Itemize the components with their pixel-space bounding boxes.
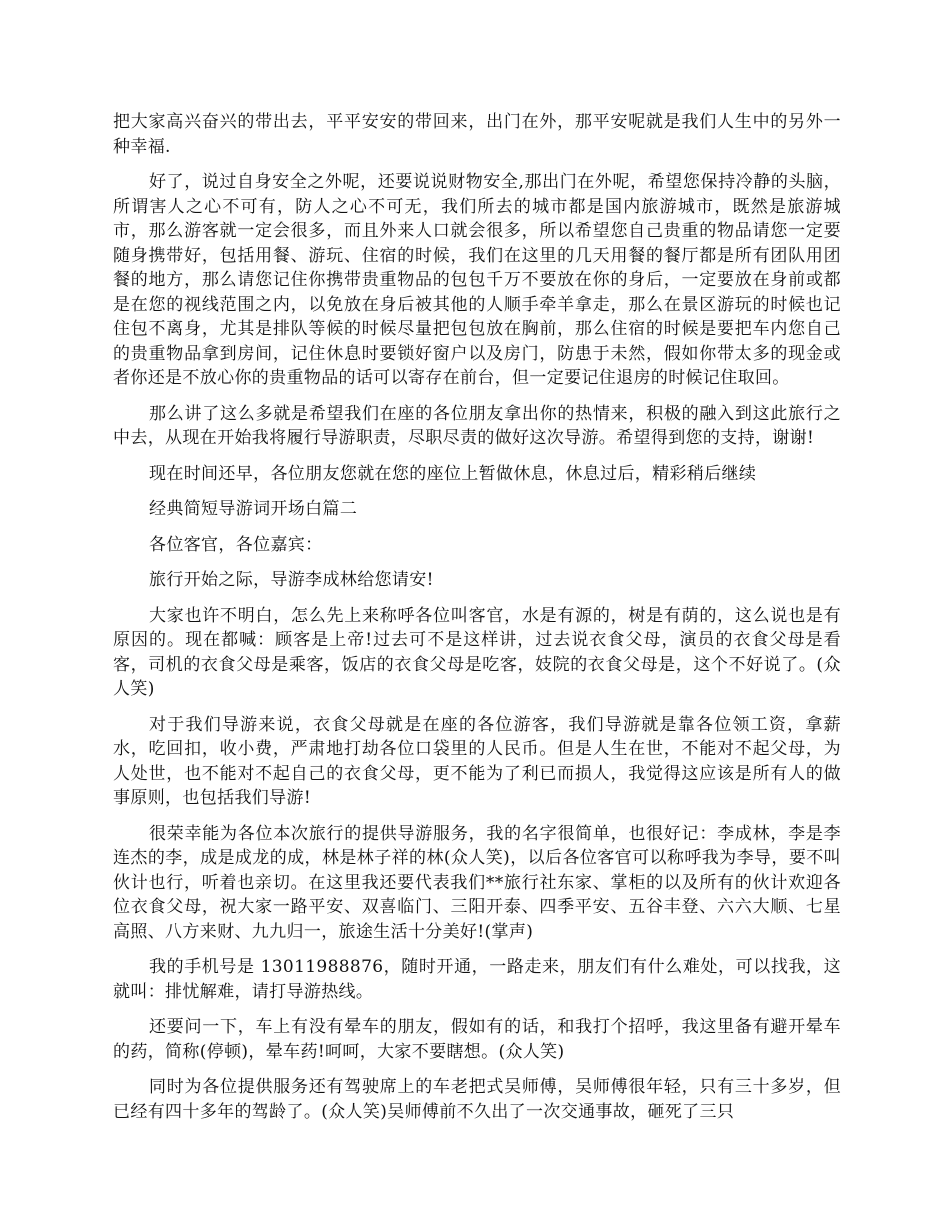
paragraph: 好了，说过自身安全之外呢，还要说说财物安全,那出门在外呢，希望您保持冷静的头脑，所谓害人之心不可有，防人之心不可无，我们所去的城市都是国内旅游城市，既然是旅游城市，那么游客就一定会很多，而且外来人口就会很多，所以希望您自己贵重的物品请您一定要随身携带好，包括用餐、游玩、住宿的时候，我们在这里的几天用餐的餐厅都是所有团队用团餐的地方，那么请您记住你携带贵重物品的包包千万不要放在你的身后，一定要放在身前或都是在您的视线范围之内，以免放在身后被其他的人顺手牵羊拿走，那么在景区游玩的时候也记住包不离身，尤其是排队等候的时候尽量把包包放在胸前，那么住宿的时候是要把车内您自己的贵重物品拿到房间，记住休息时要锁好窗户以及房门，防患于未然，假如你带太多的现金或者你还是不放心你的贵重物品的话可以寄存在前台，但一定要记住退房的时候记住取回。 xyxy=(113,172,841,388)
paragraph: 现在时间还早，各位朋友您就在您的座位上暂做休息，休息过后，精彩稍后继续 xyxy=(149,463,757,484)
paragraph: 那么讲了这么多就是希望我们在座的各位朋友拿出你的热情来，积极的融入到这此旅行之中去，从现在开始我将履行导游职责，尽职尽责的做好这次导游。希望得到您的支持，谢谢! xyxy=(113,403,841,448)
paragraph: 还要问一下，车上有没有晕车的朋友，假如有的话，和我打个招呼，我这里备有避开晕车的药，简称(停顿)，晕车药!呵呵，大家不要瞎想。(众人笑) xyxy=(113,1017,841,1062)
paragraph: 对于我们导游来说，衣食父母就是在座的各位游客，我们导游就是靠各位领工资，拿薪水，吃回扣，收小费，严肃地打劫各位口袋里的人民币。但是人生在世，不能对不起父母，为人处世，也不能对不起自己的衣食父母，更不能为了利已而损人，我觉得这应该是所有人的做事原则，也包括我们导游! xyxy=(113,714,841,808)
paragraph: 各位客官，各位嘉宾： xyxy=(149,534,323,555)
document-body xyxy=(113,110,841,1135)
paragraph: 同时为各位提供服务还有驾驶席上的车老把式吴师傅，吴师傅很年轻，只有三十多岁，但已经有四十多年的驾龄了。(众人笑)吴师傅前不久出了一次交通事故，砸死了三只 xyxy=(113,1077,841,1122)
paragraph: 旅行开始之际，导游李成林给您请安! xyxy=(149,570,434,590)
section-heading: 经典简短导游词开场白篇二 xyxy=(149,499,358,519)
paragraph: 大家也许不明白，怎么先上来称呼各位叫客官，水是有源的，树是有荫的，这么说也是有原因的。现在都喊：顾客是上帝!过去可不是这样讲，过去说衣食父母，演员的衣食父母是看客，司机的衣食父母是乘客，饭店的衣食父母是吃客，妓院的衣食父母是，这个不好说了。(众人笑) xyxy=(113,605,841,699)
paragraph: 把大家高兴奋兴的带出去，平平安安的带回来，出门在外，那平安呢就是我们人生中的另外一种幸福. xyxy=(113,112,841,157)
paragraph: 我的手机号是 13011988876，随时开通，一路走来，朋友们有什么难处，可以找我，这就叫：排忧解难，请打导游热线。 xyxy=(113,957,841,1002)
paragraph: 很荣幸能为各位本次旅行的提供导游服务，我的名字很简单，也很好记：李成林，李是李连杰的李，成是成龙的成，林是林子祥的林(众人笑)，以后各位客官可以称呼我为李导，要不叫伙计也行，听着也亲切。在这里我还要代表我们**旅行社东家、掌柜的以及所有的伙计欢迎各位衣食父母，祝大家一路平安、双喜临门、三阳开泰、四季平安、五谷丰登、六六大顺、七星高照、八方来财、九九归一，旅途生活十分美好!(掌声) xyxy=(113,823,841,942)
